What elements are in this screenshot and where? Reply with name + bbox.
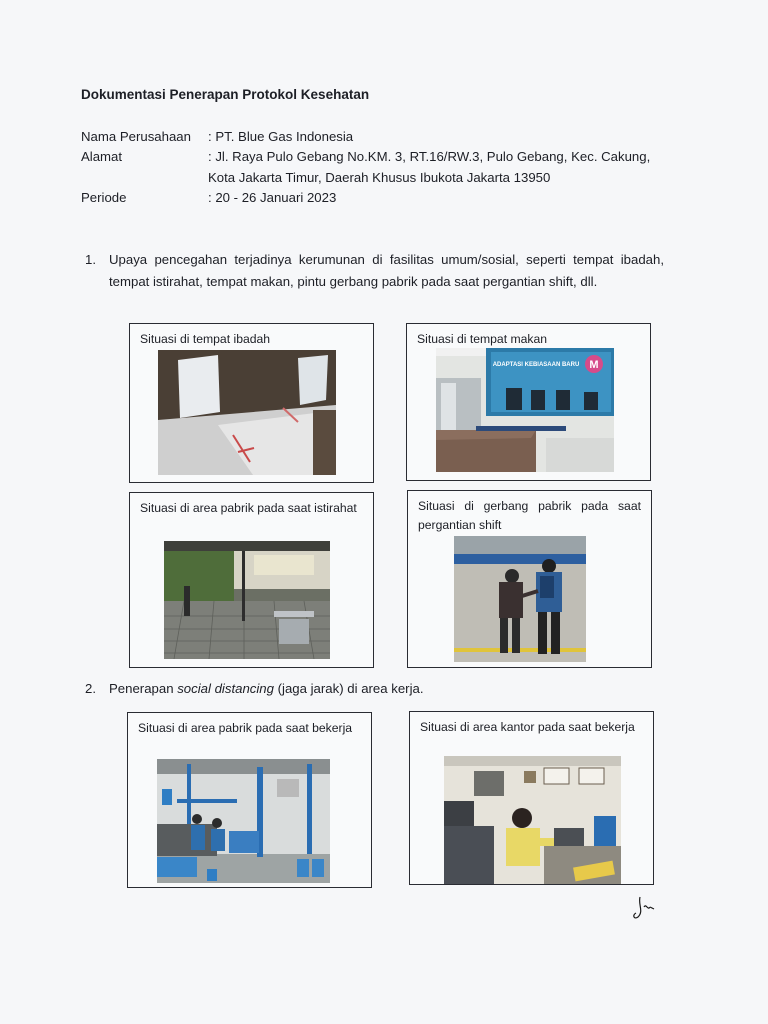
- factory-gate-photo: [454, 536, 586, 662]
- photo-box-prayer-room: [129, 323, 374, 483]
- list-text: [109, 678, 664, 700]
- photo-caption: Situasi di area pabrik pada saat bekerja: [138, 721, 353, 735]
- list-text-italic: social distancing: [177, 681, 274, 696]
- photo-caption: Situasi di gerbang pabrik pada saat pergantian shift: [418, 499, 641, 532]
- photo-box-dining-area: [406, 323, 651, 481]
- dining-area-photo: [436, 348, 614, 472]
- photo-box-office-work: [409, 711, 654, 885]
- photo-caption: Situasi di area pabrik pada saat istirahat: [140, 501, 357, 515]
- prayer-room-photo: [158, 350, 336, 475]
- list-text-before: Penerapan: [109, 681, 178, 696]
- photo-caption: Situasi di area kantor pada saat bekerja: [420, 720, 635, 734]
- dining-banner-text: ADAPTASI KEBIASAAN BARU: [492, 362, 580, 368]
- period-value: : 20 - 26 Januari 2023: [208, 190, 337, 205]
- list-text-after: (jaga jarak) di area kerja.: [273, 681, 424, 696]
- photo-box-factory-gate: [407, 490, 652, 668]
- office-work-area-photo: [444, 756, 621, 884]
- document-title: Dokumentasi Penerapan Protokol Kesehatan: [81, 87, 370, 102]
- photo-caption: Situasi di tempat makan: [417, 332, 548, 346]
- list-text: Upaya pencegahan terjadinya kerumunan di fasilitas umum/sosial, seperti tempat ibadah, tempat istirahat, tempat makan, pintu gerbang pabrik pada saat pergantian shift, dll.: [109, 252, 664, 289]
- list-number: 2.: [85, 681, 96, 696]
- list-number: 1.: [85, 252, 96, 267]
- address-value-line2: Kota Jakarta Timur, Daerah Khusus Ibukota Jakarta 13950: [208, 170, 551, 185]
- photo-box-factory-rest: [129, 492, 374, 668]
- photo-box-factory-work: [127, 712, 372, 888]
- address-value: : Jl. Raya Pulo Gebang No.KM. 3, RT.16/RW.3, Pulo Gebang, Kec. Cakung,: [208, 149, 651, 164]
- factory-work-area-photo: [157, 759, 330, 883]
- address-label: Alamat: [81, 149, 123, 164]
- factory-rest-area-photo: [164, 541, 330, 659]
- signature-initials: [630, 893, 660, 928]
- company-value: : PT. Blue Gas Indonesia: [208, 129, 354, 144]
- company-label: Nama Perusahaan: [81, 129, 191, 144]
- dining-logo-text: M: [589, 359, 599, 371]
- period-label: Periode: [81, 190, 127, 205]
- photo-caption: Situasi di tempat ibadah: [140, 332, 271, 346]
